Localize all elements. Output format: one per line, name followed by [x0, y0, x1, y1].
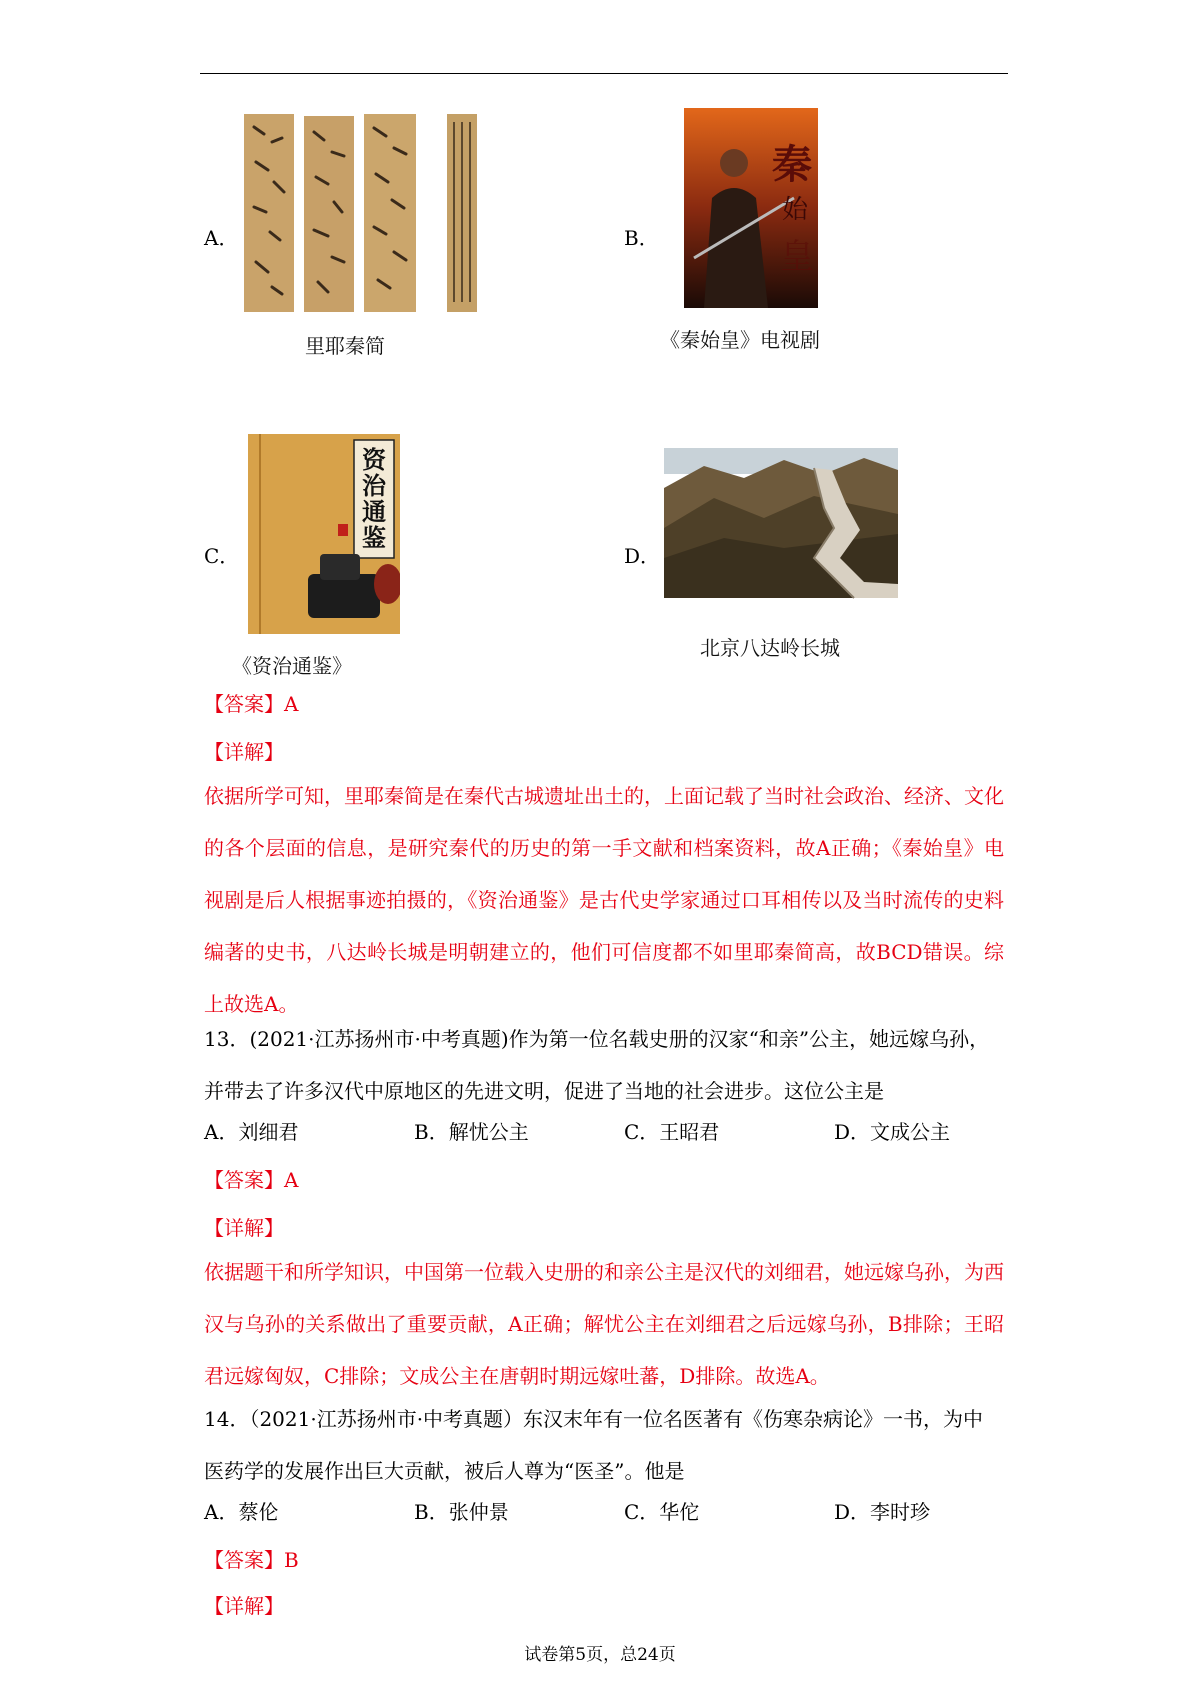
- option-b-letter: B．: [624, 226, 659, 250]
- q14-answer: [204, 1544, 299, 1573]
- q14-stem-line1: 14．（2021·江苏扬州市·中考真题）东汉末年有一位名医著有《伤寒杂病论》一书，为中: [204, 1407, 984, 1431]
- q13-choice-d[interactable]: D．文成公主: [834, 1120, 951, 1144]
- q13-choice-c[interactable]: C．王昭君: [624, 1120, 720, 1144]
- detail-tag: 【详解】: [204, 1594, 284, 1618]
- q13-detail-tag: [204, 1212, 284, 1241]
- svg-text:皇: 皇: [780, 237, 814, 277]
- book-cover-image: [248, 434, 400, 634]
- option-a-caption: 里耶秦简: [305, 334, 385, 358]
- answer-value: A: [284, 1168, 299, 1192]
- svg-text:通: 通: [362, 497, 386, 526]
- q13-explanation: 依据题干和所学知识，中国第一位载入史册的和亲公主是汉代的刘细君，她远嫁乌孙，为西汉与乌孙的关系做出了重要贡献，A正确；解忧公主在刘细君之后远嫁乌孙，B排除；王昭君远嫁匈奴，C排除；文成公主在唐朝时期远嫁吐蕃，D排除。故选A。: [204, 1260, 1004, 1388]
- answer-value: A: [284, 692, 299, 716]
- q13-stem-line2: 并带去了许多汉代中原地区的先进文明，促进了当地的社会进步。这位公主是: [204, 1079, 884, 1103]
- svg-text:资: 资: [362, 445, 386, 474]
- q13-stem-line1: 13．(2021·江苏扬州市·中考真题)作为第一位名载史册的汉家“和亲”公主，她远嫁乌孙，: [204, 1027, 990, 1051]
- header-rule: [200, 73, 1008, 74]
- q13-choice-b[interactable]: B．解忧公主: [414, 1120, 529, 1144]
- q12-answer: [204, 688, 298, 717]
- answer-value: B: [284, 1548, 299, 1572]
- detail-tag: 【详解】: [204, 740, 284, 764]
- q12-explanation: 依据所学可知，里耶秦简是在秦代古城遗址出土的，上面记载了当时社会政治、经济、文化的各个层面的信息，是研究秦代的历史的第一手文献和档案资料，故A正确；《秦始皇》电视剧是后人根据事迹拍摄的，《资治通鉴》是古代史学家通过口耳相传以及当时流传的史料编著的史书，八达岭长城是明朝建立的，他们可信度都不如里耶秦简高，故BCD错误。综上故选A。: [204, 784, 1004, 1016]
- option-c-caption: 《资治通鉴》: [232, 654, 352, 678]
- q12-detail-tag: [204, 736, 284, 765]
- svg-text:秦: 秦: [772, 141, 812, 188]
- svg-text:鉴: 鉴: [362, 523, 386, 552]
- option-d-caption: 北京八达岭长城: [700, 636, 840, 660]
- svg-text:始: 始: [782, 195, 809, 225]
- q14-stem-line2: 医药学的发展作出巨大贡献，被后人尊为“医圣”。他是: [204, 1459, 685, 1483]
- option-a-letter: A．: [204, 226, 239, 250]
- tv-drama-poster-image: [684, 108, 818, 308]
- q14-choice-b[interactable]: B．张仲景: [414, 1500, 509, 1524]
- option-c-letter: C．: [204, 544, 240, 568]
- q14-detail-tag: [204, 1590, 284, 1619]
- answer-tag: 【答案】: [204, 1168, 284, 1192]
- answer-tag: 【答案】: [204, 1548, 284, 1572]
- q13-choice-a[interactable]: A．刘细君: [204, 1120, 299, 1144]
- great-wall-image: [664, 448, 898, 620]
- q14-choice-a[interactable]: A．蔡伦: [204, 1500, 279, 1524]
- bamboo-slips-image: [242, 112, 482, 317]
- detail-tag: 【详解】: [204, 1216, 284, 1240]
- svg-text:治: 治: [362, 471, 386, 500]
- q14-choice-d[interactable]: D．李时珍: [834, 1500, 931, 1524]
- page-footer: 试卷第5页，总24页: [524, 1645, 676, 1665]
- option-d-letter: D．: [624, 544, 661, 568]
- answer-tag: 【答案】: [204, 692, 284, 716]
- q14-choice-c[interactable]: C．华佗: [624, 1500, 700, 1524]
- option-b-caption: 《秦始皇》电视剧: [660, 328, 820, 352]
- q13-answer: [204, 1164, 298, 1193]
